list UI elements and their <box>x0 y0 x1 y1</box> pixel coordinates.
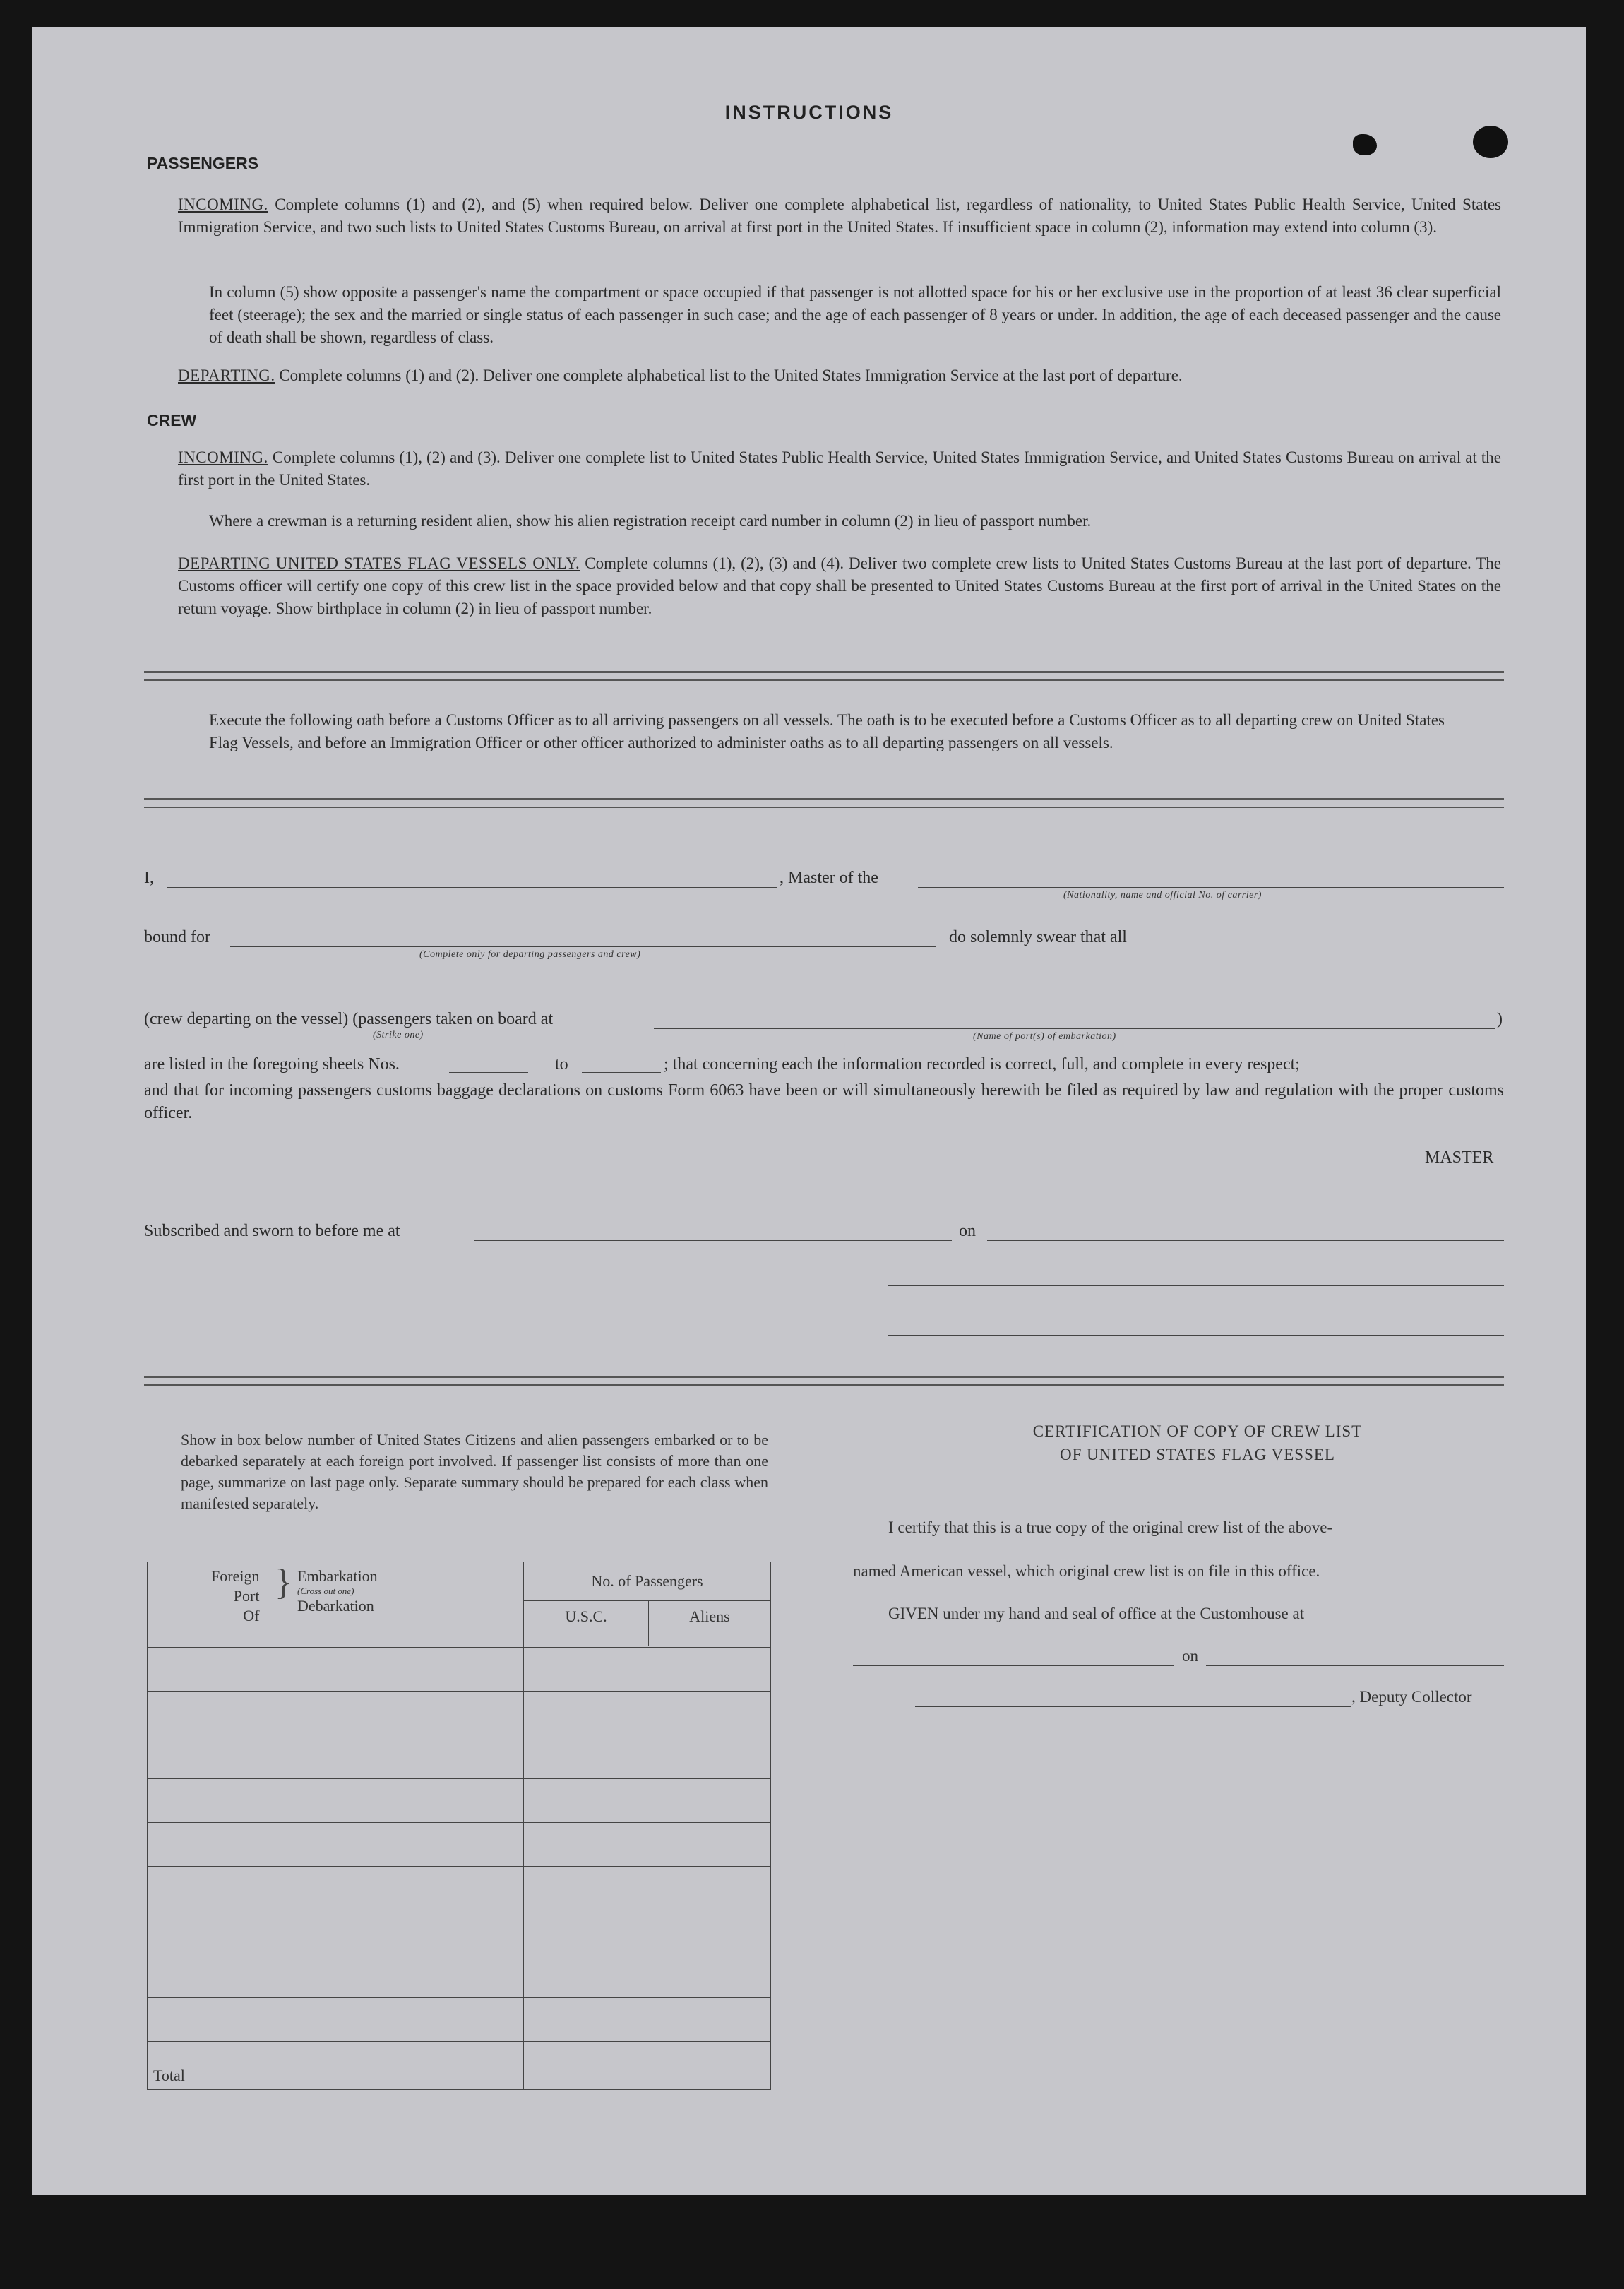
ink-blot-small <box>1353 134 1377 155</box>
master-label: MASTER <box>1425 1148 1494 1167</box>
official-signature-field-2[interactable] <box>888 1335 1504 1336</box>
column5-paragraph: In column (5) show opposite a passenger's name the compartment or space occupied if that passenger is not allotted space for his or her exclusive use in the proportion of at least 36 clear superficial feet (steerage); the sex and the married or single status of each passenger in such case; and the age of each passenger of 8 years or under. In addition, the age of each deceased passenger and the cause of death shall be shown, regardless of class. <box>209 283 1501 346</box>
embarkation-port-hint: (Name of port(s) of embarkation) <box>973 1031 1116 1042</box>
carrier-hint: (Nationality, name and official No. of carrier) <box>1063 890 1262 900</box>
given-under-label: GIVEN under my hand and seal of office at the Customhouse at <box>888 1605 1305 1622</box>
oath-divider-thin <box>144 807 1504 808</box>
certification-title-line-1: CERTIFICATION OF COPY OF CREW LIST <box>1032 1422 1363 1440</box>
sworn-at-field[interactable] <box>474 1240 952 1241</box>
summary-divider <box>144 1376 1504 1378</box>
table-row[interactable] <box>148 1648 771 1692</box>
table-row[interactable] <box>148 1998 771 2042</box>
table-row[interactable] <box>148 1867 771 1910</box>
table-row[interactable] <box>148 1910 771 1954</box>
crew-departing-lead: DEPARTING UNITED STATES FLAG VESSELS ONLY. <box>178 554 580 572</box>
table-row[interactable] <box>148 1735 771 1779</box>
col-passengers-label: No. of Passengers <box>524 1562 770 1601</box>
passengers-incoming-paragraph <box>178 194 1501 239</box>
col-debarkation-label: Debarkation <box>297 1597 374 1615</box>
ink-blot <box>1473 126 1508 158</box>
crew-passengers-label: (crew departing on the vessel) (passengers taken on board at <box>144 1010 554 1028</box>
port-header-cell <box>148 1562 524 1648</box>
bound-for-hint: (Complete only for departing passengers and crew) <box>419 949 641 960</box>
embarkation-port-field[interactable] <box>654 1028 1495 1029</box>
table-header-row <box>148 1562 771 1648</box>
table-row[interactable] <box>148 1779 771 1823</box>
passengers-heading: PASSENGERS <box>147 154 259 172</box>
official-signature-field-1[interactable] <box>888 1285 1504 1286</box>
listed-to-label: to <box>555 1055 568 1074</box>
summary-divider-thin <box>144 1384 1504 1386</box>
sheet-from-field[interactable] <box>449 1072 528 1073</box>
passengers-incoming-lead: INCOMING. <box>178 196 268 213</box>
certify-line-1: I certify that this is a true copy of the original crew list of the above- <box>888 1518 1333 1536</box>
passengers-departing-text: Complete columns (1) and (2). Deliver one complete alphabetical list to the United States Immigration Service at the last port of departure. <box>279 367 1183 384</box>
listed-sheets-label: are listed in the foregoing sheets Nos. <box>144 1055 400 1074</box>
passengers-header-cell <box>524 1562 771 1648</box>
certification-title <box>873 1420 1522 1466</box>
close-paren: ) <box>1497 1010 1503 1028</box>
table-row[interactable] <box>148 1954 771 1998</box>
table-row[interactable] <box>148 1692 771 1735</box>
cert-on-label: on <box>1182 1647 1198 1665</box>
subscribed-label: Subscribed and sworn to before me at <box>144 1222 400 1240</box>
section-divider-thin <box>144 679 1504 681</box>
bound-for-label: bound for <box>144 928 210 946</box>
table-total-row[interactable] <box>148 2042 771 2090</box>
passengers-departing-lead: DEPARTING. <box>178 367 275 384</box>
certification-title-line-2: OF UNITED STATES FLAG VESSEL <box>1060 1446 1335 1463</box>
carrier-field[interactable] <box>918 887 1504 888</box>
customhouse-field[interactable] <box>853 1665 1174 1666</box>
passengers-incoming-text: Complete columns (1) and (2), and (5) when required below. Deliver one complete alphabetical list, regardless of nationality, to United States Public Health Service, United States Immigration Service, and two such lists to United States Customs Bureau, on arrival at first port in the United States. If insufficient space in column (2), information may extend into column (3). <box>178 196 1502 236</box>
sworn-on-field[interactable] <box>987 1240 1504 1241</box>
strike-one-hint: (Strike one) <box>373 1030 424 1040</box>
crew-incoming-paragraph <box>178 446 1501 492</box>
col-usc-label: U.S.C. <box>524 1601 649 1646</box>
master-name-field[interactable] <box>167 887 777 888</box>
baggage-declaration-text: and that for incoming passengers customs baggage declarations on customs Form 6063 have been or will simultaneously herewith be filed as required by law and regulation with the proper customs officer. <box>144 1081 1504 1122</box>
col-embarkation-label: Embarkation <box>297 1567 378 1585</box>
deputy-collector-label: , Deputy Collector <box>1351 1688 1472 1706</box>
brace-glyph: } <box>275 1562 292 1603</box>
certify-line-2: named American vessel, which original crew list is on file in this office. <box>853 1562 1320 1580</box>
section-divider <box>144 671 1504 673</box>
listed-correct-label: ; that concerning each the information recorded is correct, full, and complete in every respect; <box>664 1055 1300 1074</box>
page-title: INSTRUCTIONS <box>724 102 894 123</box>
table-row[interactable] <box>148 1823 771 1867</box>
cert-date-field[interactable] <box>1206 1665 1504 1666</box>
master-of-label: , Master of the <box>780 869 878 887</box>
bound-for-field[interactable] <box>230 946 936 947</box>
total-label: Total <box>153 2067 185 2084</box>
sworn-on-label: on <box>959 1222 976 1240</box>
col-foreign-label: Foreign <box>211 1567 260 1585</box>
col-of-label: Of <box>243 1607 260 1624</box>
crew-incoming-lead: INCOMING. <box>178 448 268 466</box>
passengers-departing-paragraph <box>178 364 1501 387</box>
summary-instructions: Show in box below number of United States Citizens and alien passengers embarked or to be debarked separately at each foreign port involved. If passenger list consists of more than one page, summarize on last page only. Separate summary should be prepared for each class when manifested separately. <box>181 1431 768 1512</box>
form-sheet <box>32 27 1586 2195</box>
col-cross-hint: (Cross out one) <box>297 1586 354 1596</box>
crew-incoming-text: Complete columns (1), (2) and (3). Deliver one complete list to United States Public Health Service, United States Immigration Service, and United States Customs Bureau on arrival at the first port in the United States. <box>178 448 1501 489</box>
oath-i-label: I, <box>144 869 154 887</box>
oath-intro-paragraph: Execute the following oath before a Customs Officer as to all arriving passengers on all vessels. The oath is to be executed before a Customs Officer as to all departing crew on United States Flag Vessels, and before an Immigration Officer or other officer authorized to administer oaths as to all departing passengers on all vessels. <box>209 711 1445 751</box>
sheet-to-field[interactable] <box>582 1072 661 1073</box>
crew-departing-paragraph <box>178 552 1501 620</box>
swear-label: do solemnly swear that all <box>949 928 1127 946</box>
col-aliens-label: Aliens <box>689 1607 730 1625</box>
crew-departing-text: Complete columns (1), (2), (3) and (4). Deliver two complete crew lists to United States Customs Bureau at the last port of departure. The Customs officer will certify one copy of this crew list in the space provided below and that copy shall be presented to United States Customs Bureau at the first port of arrival in the United States on the return voyage. Show birthplace in column (2) in lieu of passport number. <box>178 554 1502 617</box>
crew-heading: CREW <box>147 411 197 429</box>
col-port-label: Port <box>233 1587 260 1605</box>
deputy-collector-signature-field[interactable] <box>915 1706 1351 1707</box>
crew-alien-paragraph: Where a crewman is a returning resident alien, show his alien registration receipt card number in column (2) in lieu of passport number. <box>209 512 1092 530</box>
passenger-summary-table <box>147 1562 771 2090</box>
oath-divider <box>144 798 1504 800</box>
